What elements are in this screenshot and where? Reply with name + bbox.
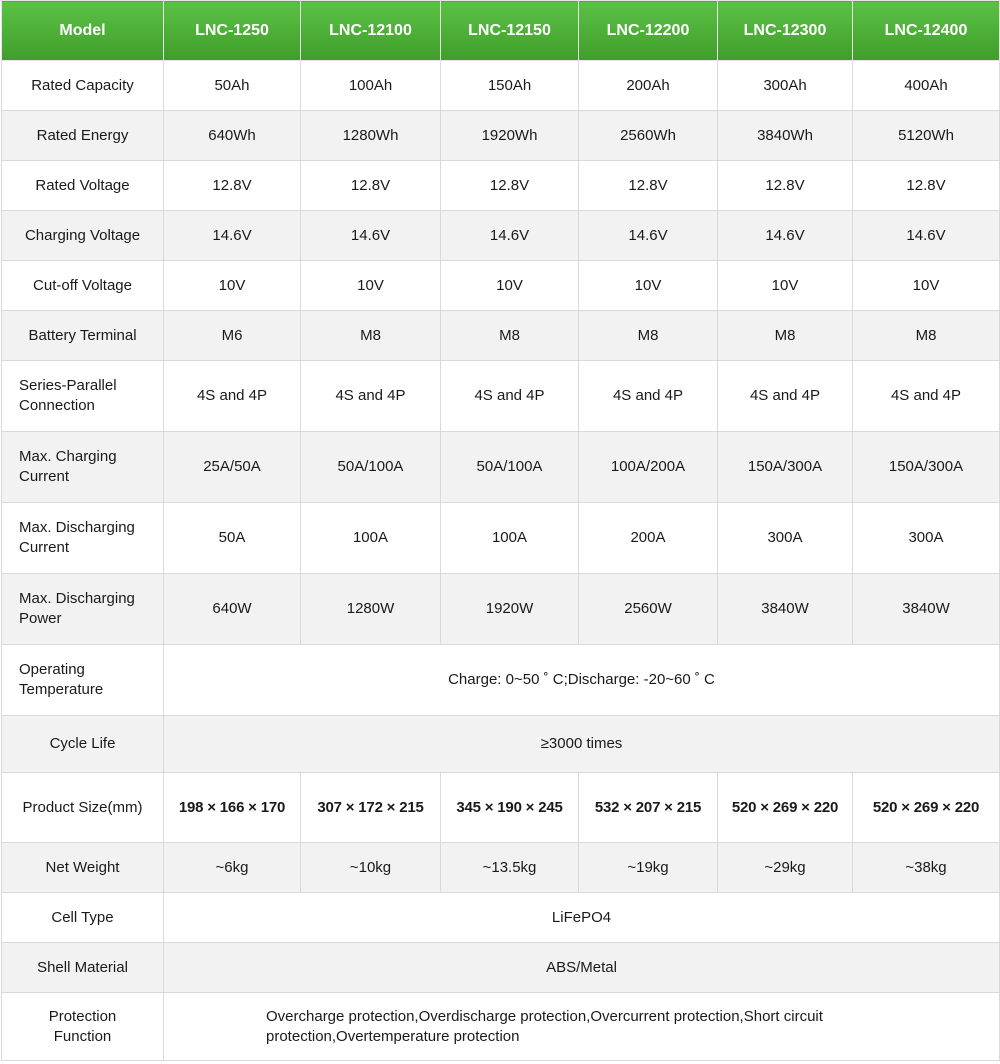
table-cell: M8 [301,311,441,361]
table-cell: ~6kg [164,843,301,893]
table-row [2,843,1000,893]
table-cell: 400Ah [853,61,1000,111]
header-model-6: LNC-12400 [853,1,1000,61]
merged-cell: ≥3000 times [164,716,1000,773]
table-cell: 4S and 4P [579,361,718,432]
table-cell: 10V [441,261,579,311]
table-cell: 640Wh [164,111,301,161]
table-row [2,111,1000,161]
row-label: Charging Voltage [2,211,164,261]
table-cell: 50A [164,503,301,574]
table-cell: 50A/100A [301,432,441,503]
table-row [2,993,1000,1061]
table-cell: 10V [301,261,441,311]
table-cell: 300A [718,503,853,574]
table-cell: 520 × 269 × 220 [718,773,853,843]
table-cell: 300Ah [718,61,853,111]
table-cell: 150A/300A [853,432,1000,503]
table-cell: 532 × 207 × 215 [579,773,718,843]
row-label: Battery Terminal [2,311,164,361]
table-row [2,716,1000,773]
row-label: Max. Discharging Current [2,503,164,574]
table-cell: 12.8V [579,161,718,211]
table-cell: 520 × 269 × 220 [853,773,1000,843]
row-label: Rated Energy [2,111,164,161]
table-cell: ~38kg [853,843,1000,893]
table-cell: 10V [579,261,718,311]
merged-cell: LiFePO4 [164,893,1000,943]
table-cell: M6 [164,311,301,361]
table-row [2,261,1000,311]
row-label: Max. Charging Current [2,432,164,503]
row-label: Rated Capacity [2,61,164,111]
table-cell: ~19kg [579,843,718,893]
table-cell: 14.6V [301,211,441,261]
table-cell: 640W [164,574,301,645]
row-label: Cut-off Voltage [2,261,164,311]
spec-table [1,0,1000,1061]
table-cell: 14.6V [718,211,853,261]
header-model-label: Model [2,1,164,61]
table-cell: 3840W [718,574,853,645]
row-label: Max. Discharging Power [2,574,164,645]
table-cell: 4S and 4P [853,361,1000,432]
header-model-3: LNC-12150 [441,1,579,61]
table-cell: M8 [441,311,579,361]
table-cell: 4S and 4P [441,361,579,432]
table-cell: 4S and 4P [301,361,441,432]
row-label: Shell Material [2,943,164,993]
table-cell: 12.8V [301,161,441,211]
table-cell: 345 × 190 × 245 [441,773,579,843]
table-cell: 100Ah [301,61,441,111]
table-cell: 10V [164,261,301,311]
merged-cell: Overcharge protection,Overdischarge protection,Overcurrent protection,Short circuit protection,Overtemperature protection [164,993,1000,1061]
table-cell: 1280W [301,574,441,645]
table-cell: 307 × 172 × 215 [301,773,441,843]
table-cell: 100A [301,503,441,574]
header-row [2,1,1000,61]
table-row [2,311,1000,361]
row-label: Protection Function [2,993,164,1061]
table-row [2,943,1000,993]
table-cell: M8 [579,311,718,361]
table-cell: 12.8V [441,161,579,211]
table-row [2,645,1000,716]
table-cell: 200A [579,503,718,574]
table-row [2,893,1000,943]
table-cell: ~29kg [718,843,853,893]
row-label: Net Weight [2,843,164,893]
table-row [2,432,1000,503]
table-cell: 2560W [579,574,718,645]
table-cell: 14.6V [441,211,579,261]
table-cell: 50A/100A [441,432,579,503]
table-row [2,161,1000,211]
table-cell: 150A/300A [718,432,853,503]
table-cell: 1920W [441,574,579,645]
table-cell: 2560Wh [579,111,718,161]
table-cell: 12.8V [718,161,853,211]
header-model-2: LNC-12100 [301,1,441,61]
table-cell: 3840Wh [718,111,853,161]
row-label: Cycle Life [2,716,164,773]
table-cell: ~13.5kg [441,843,579,893]
merged-cell: ABS/Metal [164,943,1000,993]
table-row [2,361,1000,432]
header-model-4: LNC-12200 [579,1,718,61]
table-cell: 50Ah [164,61,301,111]
table-cell: 3840W [853,574,1000,645]
merged-cell: Charge: 0~50 ˚ C;Discharge: -20~60 ˚ C [164,645,1000,716]
row-label: Operating Temperature [2,645,164,716]
table-cell: 150Ah [441,61,579,111]
row-label: Cell Type [2,893,164,943]
row-label: Rated Voltage [2,161,164,211]
row-label: Product Size(mm) [2,773,164,843]
table-cell: 25A/50A [164,432,301,503]
table-cell: M8 [718,311,853,361]
table-cell: 4S and 4P [718,361,853,432]
table-row [2,211,1000,261]
table-cell: 100A [441,503,579,574]
table-cell: 100A/200A [579,432,718,503]
table-cell: 14.6V [853,211,1000,261]
table-cell: 12.8V [164,161,301,211]
table-row [2,61,1000,111]
table-cell: 10V [718,261,853,311]
table-cell: 14.6V [164,211,301,261]
table-cell: 1280Wh [301,111,441,161]
table-cell: M8 [853,311,1000,361]
table-cell: 4S and 4P [164,361,301,432]
table-cell: 1920Wh [441,111,579,161]
table-cell: ~10kg [301,843,441,893]
row-label: Series-Parallel Connection [2,361,164,432]
table-row [2,574,1000,645]
table-cell: 14.6V [579,211,718,261]
table-cell: 198 × 166 × 170 [164,773,301,843]
table-row [2,503,1000,574]
table-cell: 5120Wh [853,111,1000,161]
header-model-1: LNC-1250 [164,1,301,61]
table-cell: 200Ah [579,61,718,111]
header-model-5: LNC-12300 [718,1,853,61]
table-row [2,773,1000,843]
table-cell: 300A [853,503,1000,574]
table-cell: 12.8V [853,161,1000,211]
table-cell: 10V [853,261,1000,311]
